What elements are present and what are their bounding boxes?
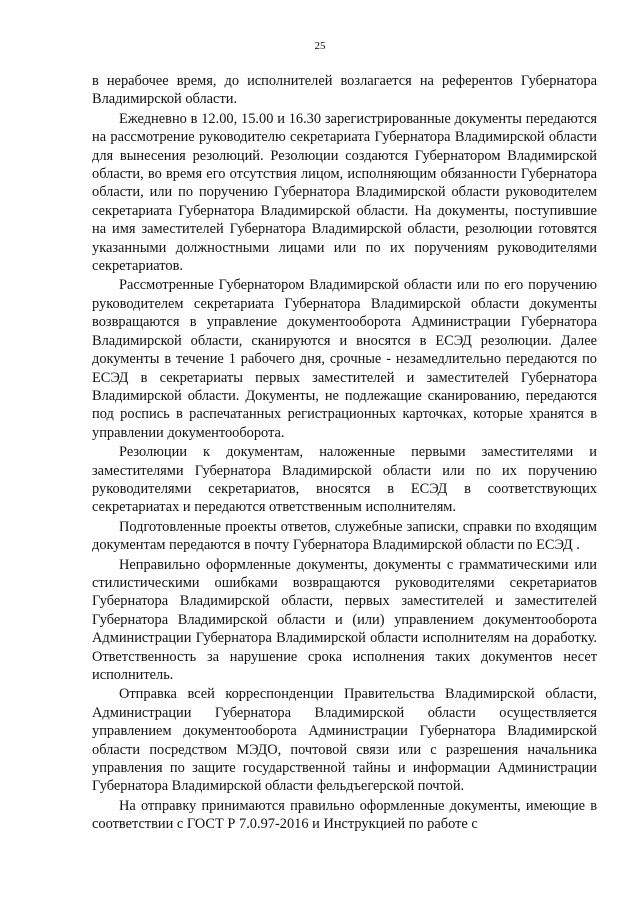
paragraph-8: На отправку принимаются правильно оформленные документы, имеющие в соответствии с ГОСТ Р 7.0.97-2016 и Инструкцией по работе с	[92, 797, 597, 833]
paragraph-6: Неправильно оформленные документы, документы с грамматическими или стилистическими ошибками возвращаются руководителями секретариатов Губернатора Владимирской области, первых заместителей и заместителей Губернатора Владимирской области и (или) управлением документооборота Администрации Губернатора Владимирской области исполнителям на доработку. Ответственность за нарушение срока исполнения таких документов несет исполнитель.	[92, 556, 597, 683]
page-number: 25	[314, 40, 326, 52]
paragraph-3: Рассмотренные Губернатором Владимирской области или по его поручению руководителем секретариата Губернатора Владимирской области документы возвращаются в управление документооборота Администрации Губернатора Владимирской области, сканируются и вносятся в ЕСЭД резолюции. Далее документы в течение 1 рабочего дня, срочные - незамедлительно передаются по ЕСЭД в секретариаты первых заместителей и заместителей Губернатора Владимирской области. Документы, не подлежащие сканированию, передаются под роспись в распечатанных регистрационных карточках, которые хранятся в управлении документооборота.	[92, 277, 597, 441]
paragraph-5: Подготовленные проекты ответов, служебные записки, справки по входящим документам передаются в почту Губернатора Владимирской области по ЕСЭД .	[92, 518, 597, 554]
paragraph-7: Отправка всей корреспонденции Правительства Владимирской области, Администрации Губернатора Владимирской области осуществляется управлением документооборота Администрации Губернатора Владимирской области посредством МЭДО, почтовой связи или с разрешения начальника управления по защите государственной тайны и информации Администрации Губернатора Владимирской области фельдъегерской почтой.	[92, 686, 597, 795]
paragraph-4: Резолюции к документам, наложенные первыми заместителями и заместителями Губернатора Владимирской области или по их поручению руководителями секретариатов, вносятся в ЕСЭД в соответствующих секретариатах и передаются ответственным исполнителям.	[92, 444, 597, 516]
document-body	[92, 72, 597, 835]
paragraph-2: Ежедневно в 12.00, 15.00 и 16.30 зарегистрированные документы передаются на рассмотрение руководителю секретариата Губернатора Владимирской области для вынесения резолюций. Резолюции создаются Губернатором Владимирской области, во время его отсутствия лицом, исполняющим обязанности Губернатора области, или по поручению Губернатора Владимирской области руководителем секретариата Губернатора Владимирской области. На документы, поступившие на имя заместителей Губернатора Владимирской области, резолюции готовятся указанными должностными лицами или по их поручениям руководителями секретариатов.	[92, 110, 597, 275]
paragraph-1-continued: в нерабочее время, до исполнителей возлагается на референтов Губернатора Владимирской области.	[92, 73, 597, 108]
